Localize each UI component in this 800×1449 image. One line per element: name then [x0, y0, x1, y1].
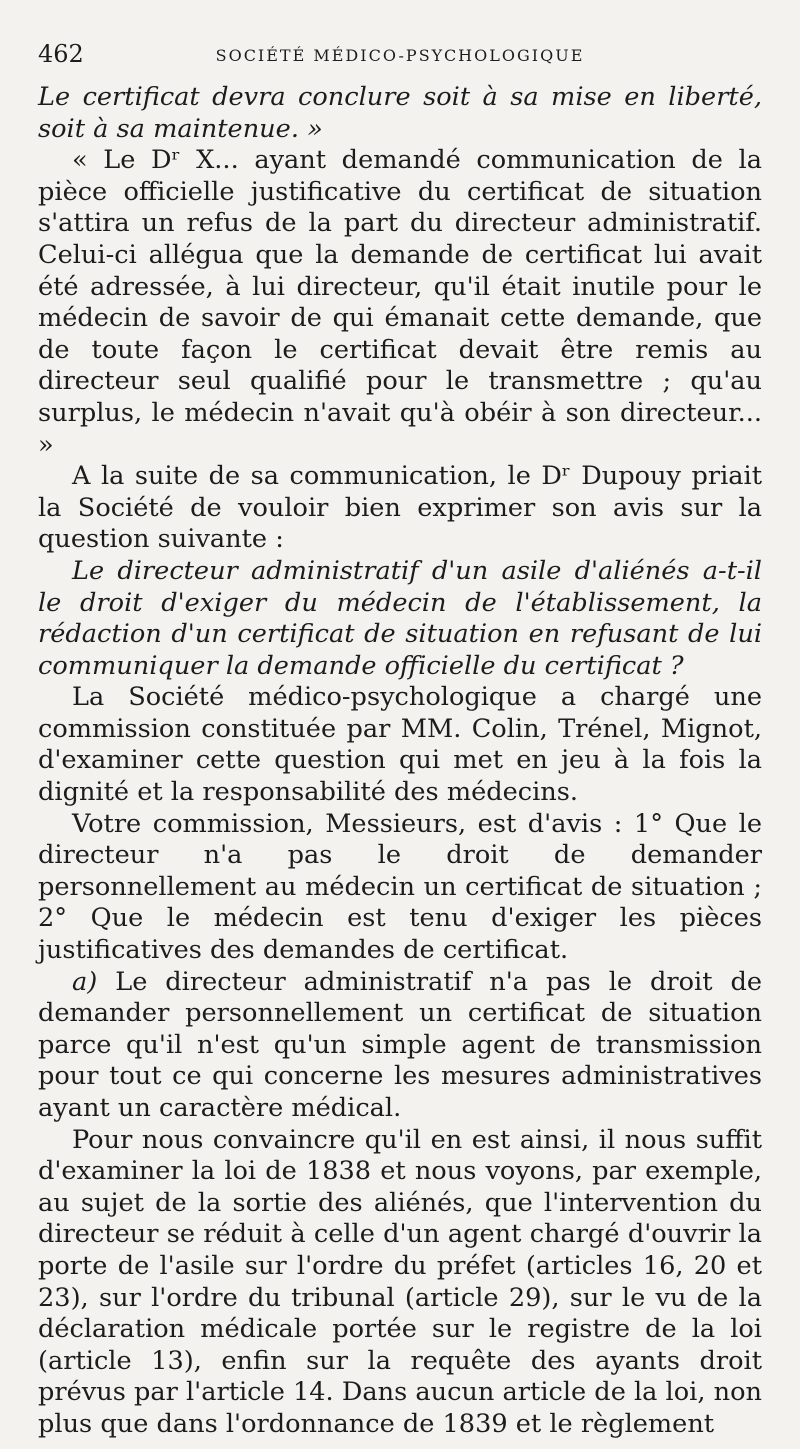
paragraph-question-italic — [38, 556, 762, 682]
point-label: a) — [72, 966, 98, 997]
italic-text: Le certificat devra conclure soit à sa mise en liberté, soit à sa maintenue. » — [38, 82, 762, 144]
paragraph-law-1838: Pour nous convaincre qu'il en est ainsi, il nous suffit d'examiner la loi de 1838 et nous voyons, par exemple, au sujet de la sortie des aliénés, que l'intervention du directeur se réduit à celle d'un agent chargé d'ouvrir la porte de l'asile sur l'ordre du préfet (articles 16, 20 et 23), sur l'ordre du tribunal (article 29), sur le vu de la déclaration médicale portée sur le registre de la loi (article 13), enfin sur la requête des ayants droit prévus par l'article 14. Dans aucun article de la loi, non plus que dans l'ordonnance de 1839 et le règlement — [38, 1124, 762, 1439]
page-header — [38, 40, 762, 76]
paragraph-dupouy-question: A la suite de sa communication, le Dʳ Dupouy priait la Société de vouloir bien exprimer son avis sur la question suivante : — [38, 461, 762, 555]
page-number: 462 — [38, 40, 84, 68]
paragraph-director-refusal: « Le Dʳ X... ayant demandé communication de la pièce officielle justificative du certificat de situation s'attira un refus de la part du directeur administratif. Celui-ci allégua que la demande de certificat lui avait été adressée, à lui directeur, qu'il était inutile pour le médecin de savoir de qui émanait cette demande, que de toute façon le certificat devait être remis au directeur seul qualifié pour le transmettre ; qu'au surplus, le médecin n'avait qu'à obéir à son directeur... » — [38, 145, 762, 460]
running-head: SOCIÉTÉ MÉDICO-PSYCHOLOGIQUE — [215, 46, 585, 65]
paragraph-quote-end — [38, 82, 762, 145]
paragraph-commission-opinion: Votre commission, Messieurs, est d'avis : 1° Que le directeur n'a pas le droit de demander personnellement au médecin un certificat de situation ; 2° Que le médecin est tenu d'exiger les pièces justificatives des demandes de certificat. — [38, 808, 762, 966]
point-a-text: Le directeur administratif n'a pas le droit de demander personnellement un certificat de situation parce qu'il n'est qu'un simple agent de transmission pour tout ce qui concerne les mesures administratives ayant un caractère médical. — [38, 966, 762, 1123]
italic-text: Le directeur administratif d'un asile d'aliénés a-t-il le droit d'exiger du médecin de l'établissement, la rédaction d'un certificat de situation en refusant de lui communiquer la demande officielle du certificat ? — [38, 555, 762, 681]
paragraph-commission: La Société médico-psychologique a chargé une commission constituée par MM. Colin, Trénel, Mignot, d'examiner cette question qui met en jeu à la fois la dignité et la responsabilité des médecins. — [38, 682, 762, 808]
body-text — [38, 82, 762, 1441]
paragraph-point-a — [38, 967, 762, 1125]
